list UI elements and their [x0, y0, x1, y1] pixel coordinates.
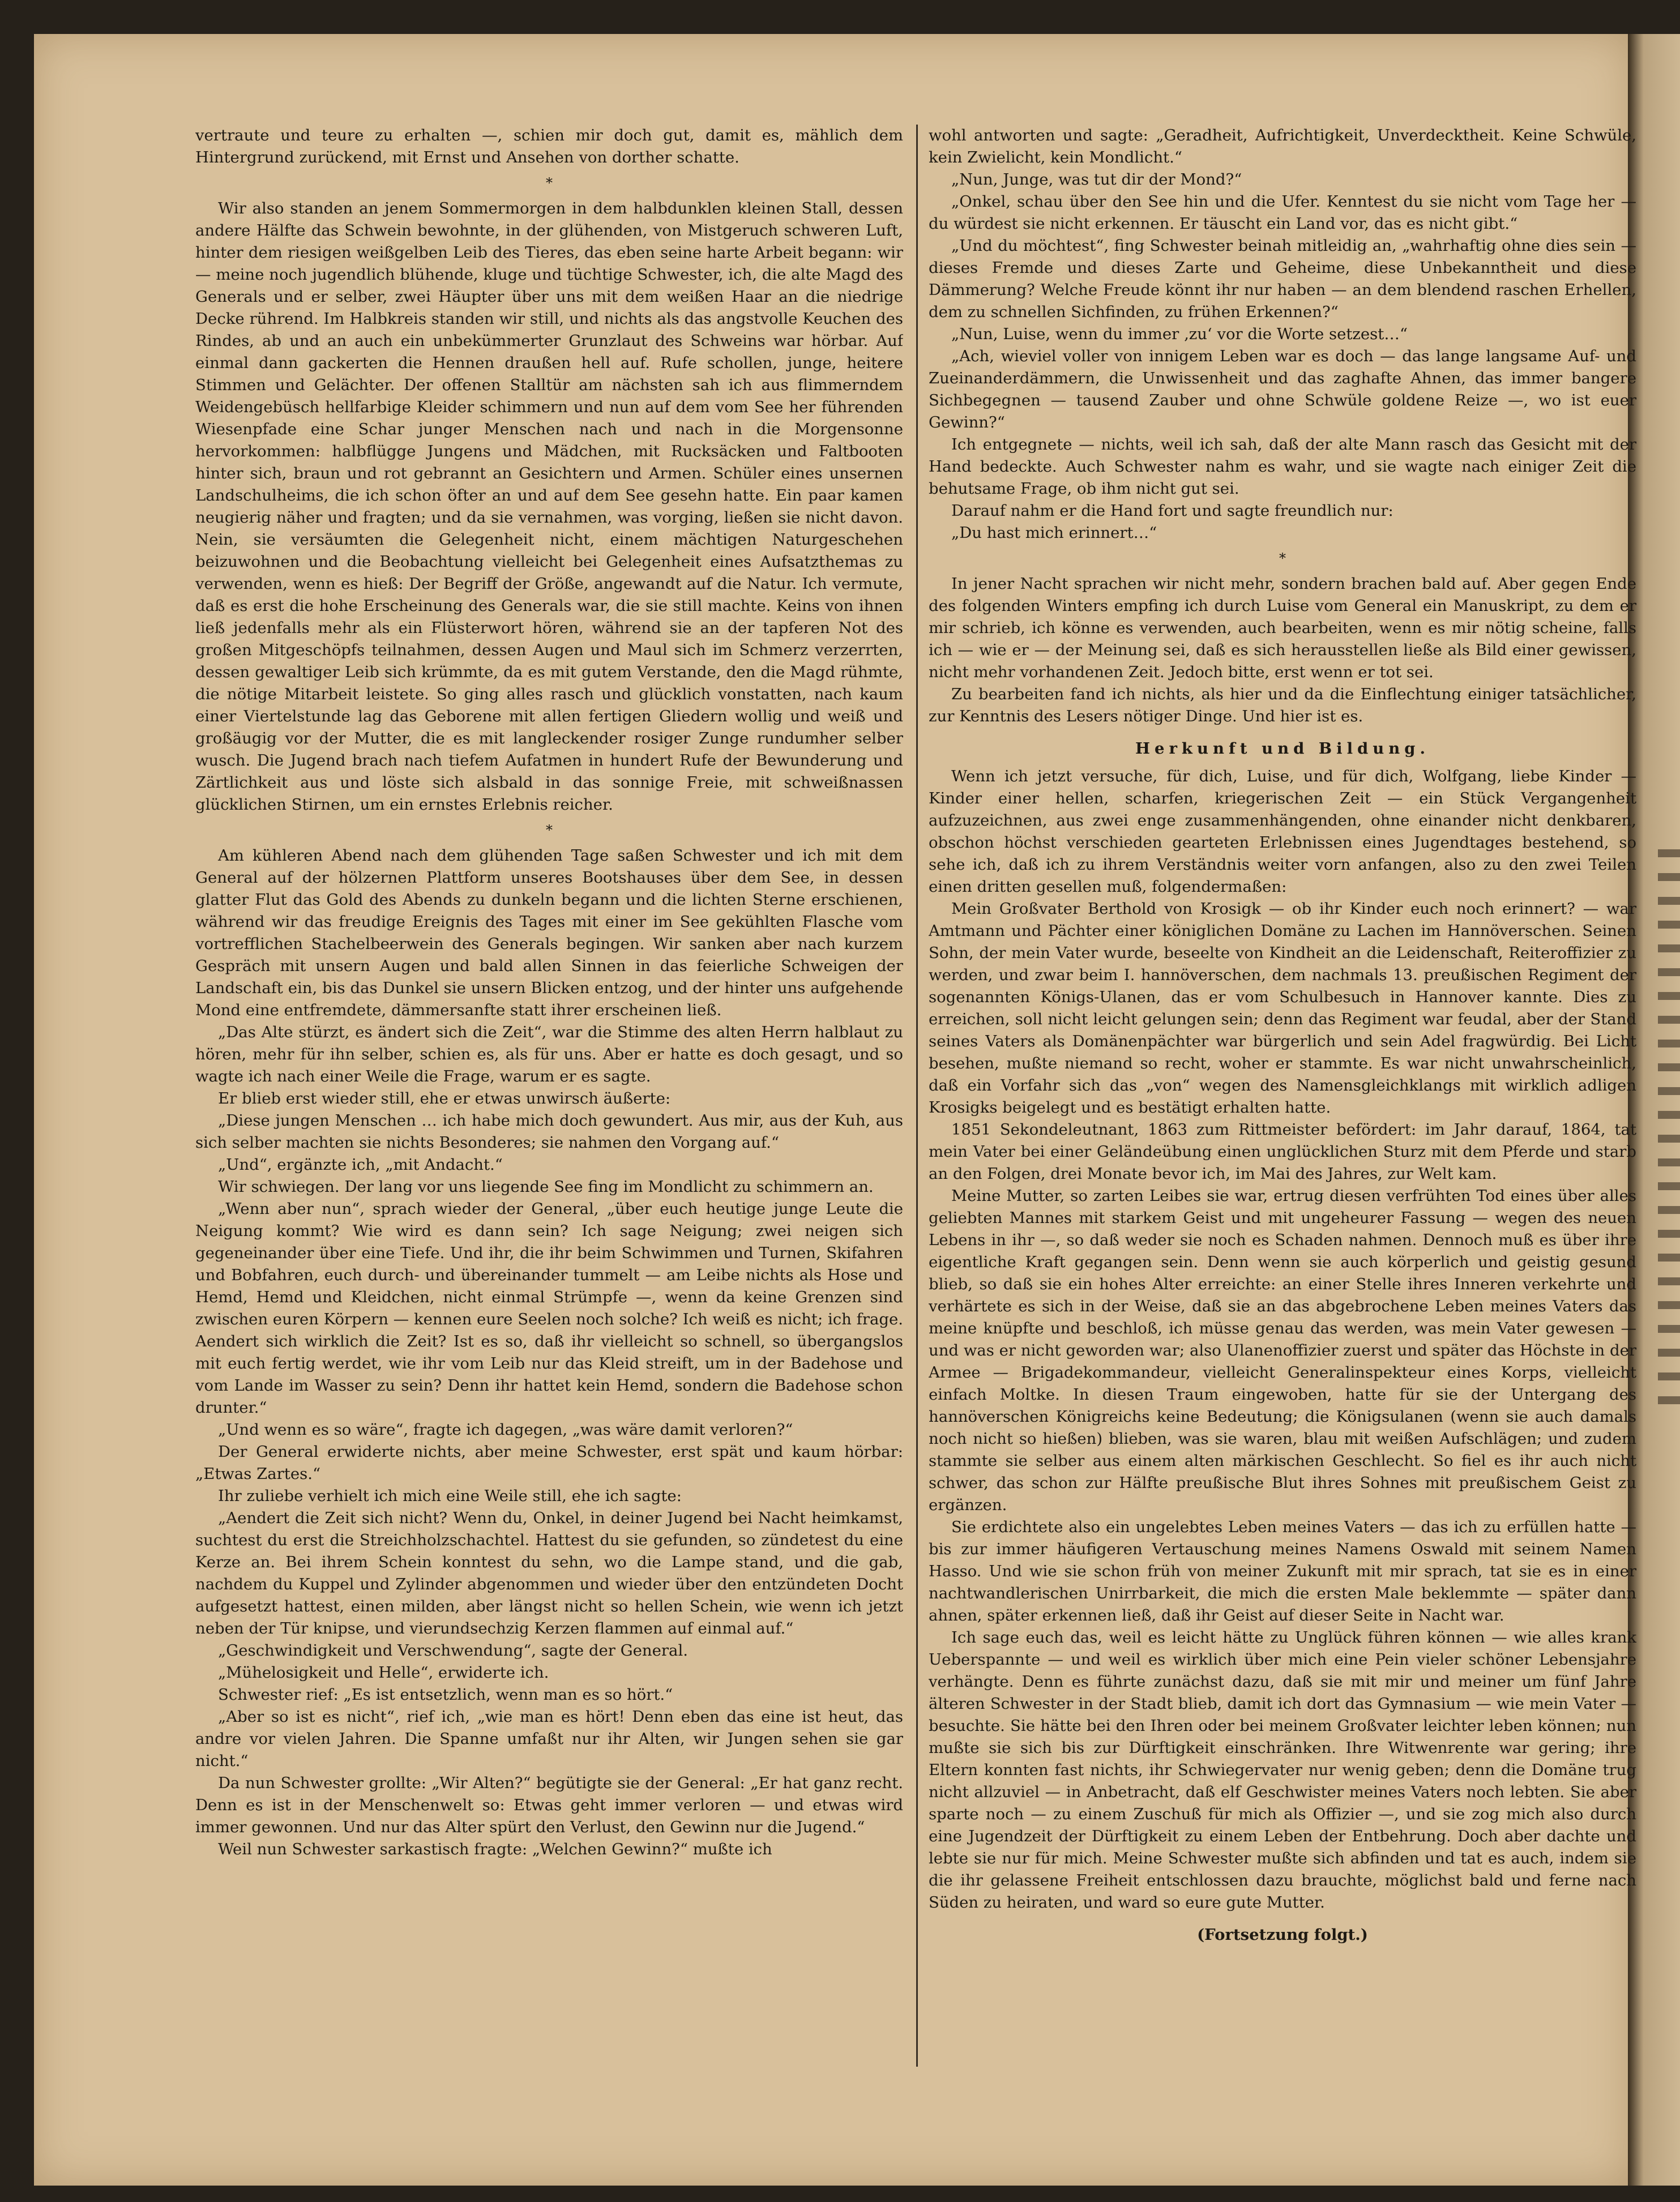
paragraph: Am kühleren Abend nach dem glühenden Tage saßen Schwester und ich mit dem General auf der hölzernen Plattform unseres Bootshauses über dem See, in dessen glatter Flut das Gold des Abends zu dunkeln begann und die lichten Sterne erschienen, während wir das freudige Ereignis des Tages mit einer im See gekühlten Flasche vom vortrefflichen Stachelbeerwein des Generals begingen. Wir sanken aber nach kurzem Gespräch mit unsern Augen und bald allen Sinnen in das feierliche Schweigen der Landschaft ein, bis das Dunkel sie unsern Blicken entzog, und der hinter uns aufgehende Mond eine entfremdete, dämmersanfte statt ihrer erscheinen ließ. [195, 846, 903, 1019]
paragraph: Sie erdichtete also ein ungelebtes Leben meines Vaters — das ich zu erfüllen hatte — bis zur immer häufigeren Vertauschung meines Namens Oswald mit seinem Namen Hasso. Und wie sie schon früh von meiner Zukunft mit mir sprach, tat sie es in einer nachtwandlerischen Unirrbarkeit, die mich die ersten Male beklemmte — später dann ahnen, später erkennen ließ, daß ihr Geist auf dieser Seite in Nacht war. [929, 1518, 1636, 1624]
paragraph: Wenn ich jetzt versuche, für dich, Luise, und für dich, Wolfgang, liebe Kinder — Kinder einer hellen, scharfen, kriegerischen Zeit — ein Stück Vergangenheit aufzuzeichnen, aus zwei enge zusammenhängenden, ohne einander nicht denkbaren, obschon höchst verschieden gearteten Erlebnissen eines Jugendtages bestehend, so sehe ich, daß ich zu ihrem Verständnis weiter vorn anfangen, also zu den zwei Teilen einen dritten gesellen muß, folgendermaßen: [929, 767, 1636, 896]
left-paragraphs-b [195, 198, 903, 816]
paragraph: Ihr zuliebe verhielt ich mich eine Weile still, ehe ich sagte: [218, 1487, 682, 1505]
right-column [929, 125, 1636, 2106]
left-column [195, 125, 903, 2106]
paragraph: Er blieb erst wieder still, ehe er etwas unwirsch äußerte: [218, 1089, 671, 1108]
paragraph: „Onkel, schau über den See hin und die Ufer. Kenntest du sie nicht vom Tage her — du würdest sie nicht erkennen. Er täuscht ein Land vor, das es nicht gibt.“ [929, 193, 1636, 233]
paragraph: Schwester rief: „Es ist entsetzlich, wenn man es so hört.“ [218, 1686, 673, 1704]
paragraph: Zu bearbeiten fand ich nichts, als hier und da die Einflechtung einiger tatsächlicher, zur Kenntnis des Lesers nötiger Dinge. Und hier ist es. [929, 685, 1636, 725]
paragraph: Weil nun Schwester sarkastisch fragte: „Welchen Gewinn?“ mußte ich [218, 1840, 772, 1858]
left-paragraphs-c [195, 845, 903, 1861]
paragraph: „Diese jungen Menschen … ich habe mich doch gewundert. Aus mir, aus der Kuh, aus sich selber machten sie nichts Besonderes; sie nahmen den Vorgang auf.“ [195, 1111, 903, 1152]
paragraph: Ich sage euch das, weil es leicht hätte zu Unglück führen können — wie alles krank Ueberspannte — und weil es wirklich über mich eine Pein vieler schöner Lebensjahre verhängte. Denn es führte zunächst dazu, daß sie mit mir und meiner um fünf Jahre älteren Schwester in der Stadt blieb, damit ich dort das Gymnasium — wie mein Vater — besuchte. Sie hätte bei den Ihren oder bei meinem Großvater leichter leben können; nun mußte sie sich bis zur Dürftigkeit einschränken. Ihre Witwenrente war gering; ihre Eltern konnten fast nichts, ihr Schwiegervater nur wenig geben; denn die Domäne trug nicht allzuviel — in Anbetracht, daß elf Geschwister meines Vaters noch lebten. Sie aber sparte noch — zu einem Zuschuß für mich als Offizier —, und sie zog mich also durch eine Jugendzeit der Dürftigkeit zu einem Leben der Entbehrung. Doch aber dachte und lebte sie nur für mich. Meine Schwester mußte sich abfinden und tat es auch, indem sie die ihr gelassene Freiheit entschlossen dazu brauchte, möglichst bald und ferne nach Süden zu heiraten, und ward so eure gute Mutter. [929, 1628, 1636, 1912]
paragraph: Wir also standen an jenem Sommermorgen in dem halbdunklen kleinen Stall, dessen andere Hälfte das Schwein bewohnte, in der glühenden, von Mistgeruch schweren Luft, hinter dem riesigen weißgelben Leib des Tieres, das eben seine harte Arbeit begann: wir — meine noch jugendlich blühende, kluge und tüchtige Schwester, ich, die alte Magd des Generals und er selber, zwei Häupter über uns mit dem weißen Haar an die niedrige Decke rührend. Im Halbkreis standen wir still, und nichts als das angstvolle Keuchen des Rindes, ab und an auch ein unbekümmerter Grunzlaut des Schweins war hörbar. Auf einmal dann gackerten die Hennen draußen hell auf. Rufe schollen, junge, heitere Stimmen und Gelächter. Der offenen Stalltür am nächsten sah ich aus flimmerndem Weidengebüsch hellfarbige Kleider schimmern und nun auf dem vom See her führenden Wiesenpfade eine Schar junger Menschen nach und nach in die Morgensonne hervorkommen: halbflügge Jungens und Mädchen, mit Rucksäcken und Faltbooten hinter sich, braun und rot gebrannt an Gesichtern und Armen. Schüler eines unsernen Landschulheims, die ich schon öfter an und auf dem See gesehn hatte. Ein paar kamen neugierig näher und fragten; und da sie vernahmen, was vorging, ließen sie nicht davon. Nein, sie versäumten die Gelegenheit nicht, einem mächtigen Naturgeschehen beizuwohnen und die Beobachtung vielleicht bei Gelegenheit eines Aufsatzthemas zu verwenden, wenn es hieß: Der Begriff der Größe, angewandt auf die Natur. Ich vermute, daß es erst die hohe Erscheinung des Generals war, die sie still machte. Keins von ihnen ließ jedenfalls mehr als ein Flüsterwort hören, während sie an der tapferen Not des großen Mitgeschöpfs teilnahmen, dessen Augen und Maul sich im Schmerz verzerrten, dessen gewaltiger Leib sich krümmte, da es mit gutem Verstande, den die Magd rühmte, die nötige Mitarbeit leistete. So ging alles rasch und glücklich vonstatten, nach kaum einer Viertelstunde lag das Geborene mit allen fertigen Gliedern wollig und weiß und großäugig vor der Mutter, die es mit langleckender rosiger Zunge rundumher selber wusch. Die Jugend brach nach tiefem Aufatmen in hundert Rufe der Bewunderung und Zärtlichkeit aus und löste sich alsbald in das sonnige Freie, mit schweißnassen glücklichen Stirnen, um ein ernstes Erlebnis reicher. [195, 199, 903, 814]
section-separator: * [546, 822, 553, 838]
paragraph: Darauf nahm er die Hand fort und sagte freundlich nur: [951, 502, 1393, 520]
paragraph: Wir schwiegen. Der lang vor uns liegende See fing im Mondlicht zu schimmern an. [218, 1178, 874, 1196]
paragraph: „Und wenn es so wäre“, fragte ich dagegen, „was wäre damit verloren?“ [218, 1421, 793, 1439]
paragraph: wohl antworten und sagte: „Geradheit, Aufrichtigkeit, Unverdecktheit. Keine Schwüle, kein Zwielicht, kein Mondlicht.“ [929, 126, 1636, 166]
paragraph: „Nun, Junge, was tut dir der Mond?“ [951, 170, 1242, 189]
paragraph: „Aber so ist es nicht“, rief ich, „wie man es hört! Denn eben das eine ist heut, das andre vor vielen Jahren. Die Spanne umfaßt nur ihr Alten, wir Jungen sehen sie gar nicht.“ [195, 1708, 903, 1770]
right-paragraphs-a [929, 125, 1636, 544]
continuation-note: (Fortsetzung folgt.) [1197, 1926, 1368, 1944]
paragraph: „Das Alte stürzt, es ändert sich die Zeit“, war die Stimme des alten Herrn halblaut zu hören, mehr für ihn selber, schien es, als für uns. Aber er hatte es doch gesagt, und so wagte ich nach einer Weile die Frage, warum er es sagte. [195, 1023, 903, 1085]
paragraph: Meine Mutter, so zarten Leibes sie war, ertrug diesen verfrühten Tod eines über alles geliebten Mannes mit starkem Geist und mit ungeheurer Fassung — wegen des neuen Lebens in ihr —, so daß weder sie noch es Schaden nahmen. Dennoch muß es über ihre eigentliche Kraft gegangen sein. Denn wenn sie auch körperlich und geistig gesund blieb, so daß sie ein hohes Alter erreichte: an einer Stelle ihres Inneren verkehrte und verhärtete es sich in der Weise, daß sie an das abgebrochene Leben meines Vaters das meine knüpfte und beschloß, ich müsse genau das werden, was mein Vater gewesen — und was er nicht geworden war; also Ulanenoffizier zuerst und später das Höchste in der Armee — Brigadekommandeur, vielleicht Generalinspekteur eines Korps, vielleicht einfach Moltke. In diesen Traum eingewoben, hatte für sie der Untergang des hannöverschen Königreichs keine Bedeutung; die Königsulanen (wenn sie auch damals noch nicht so hießen) blieben, was sie waren, blau mit weißen Aufschlägen; und zudem stammte sie selber aus einem alten märkischen Geschlecht. So fiel es ihr auch nicht schwer, das schon zur Hälfte preußische Blut ihres Sohnes mit preußischem Geist zu ergänzen. [929, 1187, 1636, 1514]
paragraph: „Wenn aber nun“, sprach wieder der General, „über euch heutige junge Leute die Neigung kommt? Wie wird es dann sein? Ich sage Neigung; zwei neigen sich gegeneinander über eine Tiefe. Und ihr, die ihr beim Schwimmen und Turnen, Skifahren und Bobfahren, euch durch- und übereinander tummelt — am Leibe nichts als Hose und Hemd, Hemd und Kleidchen, nicht einmal Strümpfe —, wenn da keine Grenzen sind zwischen euren Körpern — kennen eure Seelen noch solche? Ich weiß es nicht; ich frage. Aendert sich wirklich die Zeit? Ist es so, daß ihr vielleicht so schnell, so übergangslos mit euch fertig werdet, wie ihr vom Leib nur das Kleid streift, um in der Badehose und vom Lande im Wasser zu sein? Denn ihr hattet kein Hemd, sondern die Badehose schon drunter.“ [195, 1200, 903, 1417]
paragraph: „Geschwindigkeit und Verschwendung“, sagte der General. [218, 1641, 688, 1660]
paragraph: Der General erwiderte nichts, aber meine Schwester, erst spät und kaum hörbar: „Etwas Zartes.“ [195, 1443, 903, 1483]
section-separator: * [546, 175, 553, 191]
paragraph: Mein Großvater Berthold von Krosigk — ob ihr Kinder euch noch erinnert? — war Amtmann und Pächter einer königlichen Domäne zu Lachen im Hannöverschen. Seinen Sohn, der mein Vater wurde, beseelte von Kindheit an die Leidenschaft, Reiteroffizier zu werden, und zwar beim I. hannöverschen, dem nachmals 13. preußischen Regiment der sogenannten Königs-Ulanen, das er vom Schulbesuch in Hannover kannte. Dies zu erreichen, soll nicht leicht gelungen sein; denn das Regiment war feudal, aber der Stand seines Vaters als Domänenpächter war bürgerlich und sein Adel fragwürdig. Bei Licht besehen, mußte niemand so recht, woher er stammte. Es war nicht unwahrscheinlich, daß ein Vorfahr sich das „von“ wegen des Namensgleichklangs mit wirklich adligen Krosigks beigelegt und es bestätigt erhalten hatte. [929, 900, 1636, 1117]
right-paragraphs-c [929, 766, 1636, 1914]
paragraph: In jener Nacht sprachen wir nicht mehr, sondern brachen bald auf. Aber gegen Ende des folgenden Winters empfing ich durch Luise vom General ein Manuskript, zu dem er mir schrieb, ich könne es verwenden, auch bearbeiten, wenn es mir nötig scheine, falls ich — wie er — der Meinung sei, daß es sich herausstellen ließe als Bild einer gewissen, nicht mehr vorhandenen Zeit. Jedoch bitte, erst wenn er tot sei. [929, 575, 1636, 681]
section-separator: * [1279, 550, 1286, 566]
paragraph: „Mühelosigkeit und Helle“, erwiderte ich. [218, 1664, 549, 1682]
paragraph: „Du hast mich erinnert…“ [951, 524, 1157, 542]
paragraph: „Ach, wieviel voller von innigem Leben war es doch — das lange langsame Auf- und Zueinanderdämmern, die Unwissenheit und das zaghafte Ahnen, das immer bangere Sichbegegnen — tausend Zauber und ohne Schwüle goldene Reize —, wo ist euer Gewinn?“ [929, 347, 1636, 431]
paragraph: Ich entgegnete — nichts, weil ich sah, daß der alte Mann rasch das Gesicht mit der Hand bedeckte. Auch Schwester nahm es wahr, und sie wagte nach einiger Zeit die behutsame Frage, ob ihm nicht gut sei. [929, 435, 1636, 498]
paragraph: „Nun, Luise, wenn du immer ‚zu‘ vor die Worte setzest…“ [951, 325, 1408, 343]
right-paragraphs-b [929, 573, 1636, 728]
column-divider [916, 125, 918, 2067]
paragraph: 1851 Sekondeleutnant, 1863 zum Rittmeister befördert: im Jahr darauf, 1864, tat mein Vater bei einer Geländeübung einen unglücklichen Sturz mit dem Pferde und starb an den Folgen, drei Monate bevor ich, im Mai des Jahres, zur Welt kam. [929, 1121, 1636, 1183]
paragraph: vertraute und teure zu erhalten —, schien mir doch gut, damit es, mählich dem Hintergrund zurückend, mit Ernst und Ansehen von dorther schatte. [195, 126, 903, 166]
paragraph: „Und du möchtest“, fing Schwester beinah mitleidig an, „wahrhaftig ohne dies sein — dieses Fremde und dieses Zarte und Geheime, diese Unbekanntheit und diese Dämmerung? Welche Freude könnt ihr nur haben — an dem blendend raschen Erhellen, dem zu schnellen Sichfinden, zu frühen Erkennen?“ [929, 237, 1636, 321]
section-heading: Herkunft und Bildung. [1135, 739, 1430, 758]
paragraph: Da nun Schwester grollte: „Wir Alten?“ begütigte sie der General: „Er hat ganz recht. Denn es ist in der Menschenwelt so: Etwas geht immer verloren — und etwas wird immer gewonnen. Und nur das Alter spürt den Verlust, den Gewinn nur die Jugend.“ [195, 1774, 903, 1836]
left-paragraphs-a [195, 125, 903, 169]
adjacent-page-text-fragments [1658, 849, 1680, 1420]
paragraph: „Und“, ergänzte ich, „mit Andacht.“ [218, 1156, 503, 1174]
paragraph: „Aendert die Zeit sich nicht? Wenn du, Onkel, in deiner Jugend bei Nacht heimkamst, suchtest du erst die Streichholzschachtel. Hattest du sie gefunden, so zündetest du eine Kerze an. Bei ihrem Schein konntest du sehn, wo die Lampe stand, und die gab, nachdem du Kuppel und Zylinder abgenommen und wieder über den entzündeten Docht aufgesetzt hattest, einen milden, aber längst nicht so hellen Schein, wie wenn ich jetzt neben der Tür knipse, und vierundsechzig Kerzen flammen auf einmal auf.“ [195, 1509, 903, 1637]
